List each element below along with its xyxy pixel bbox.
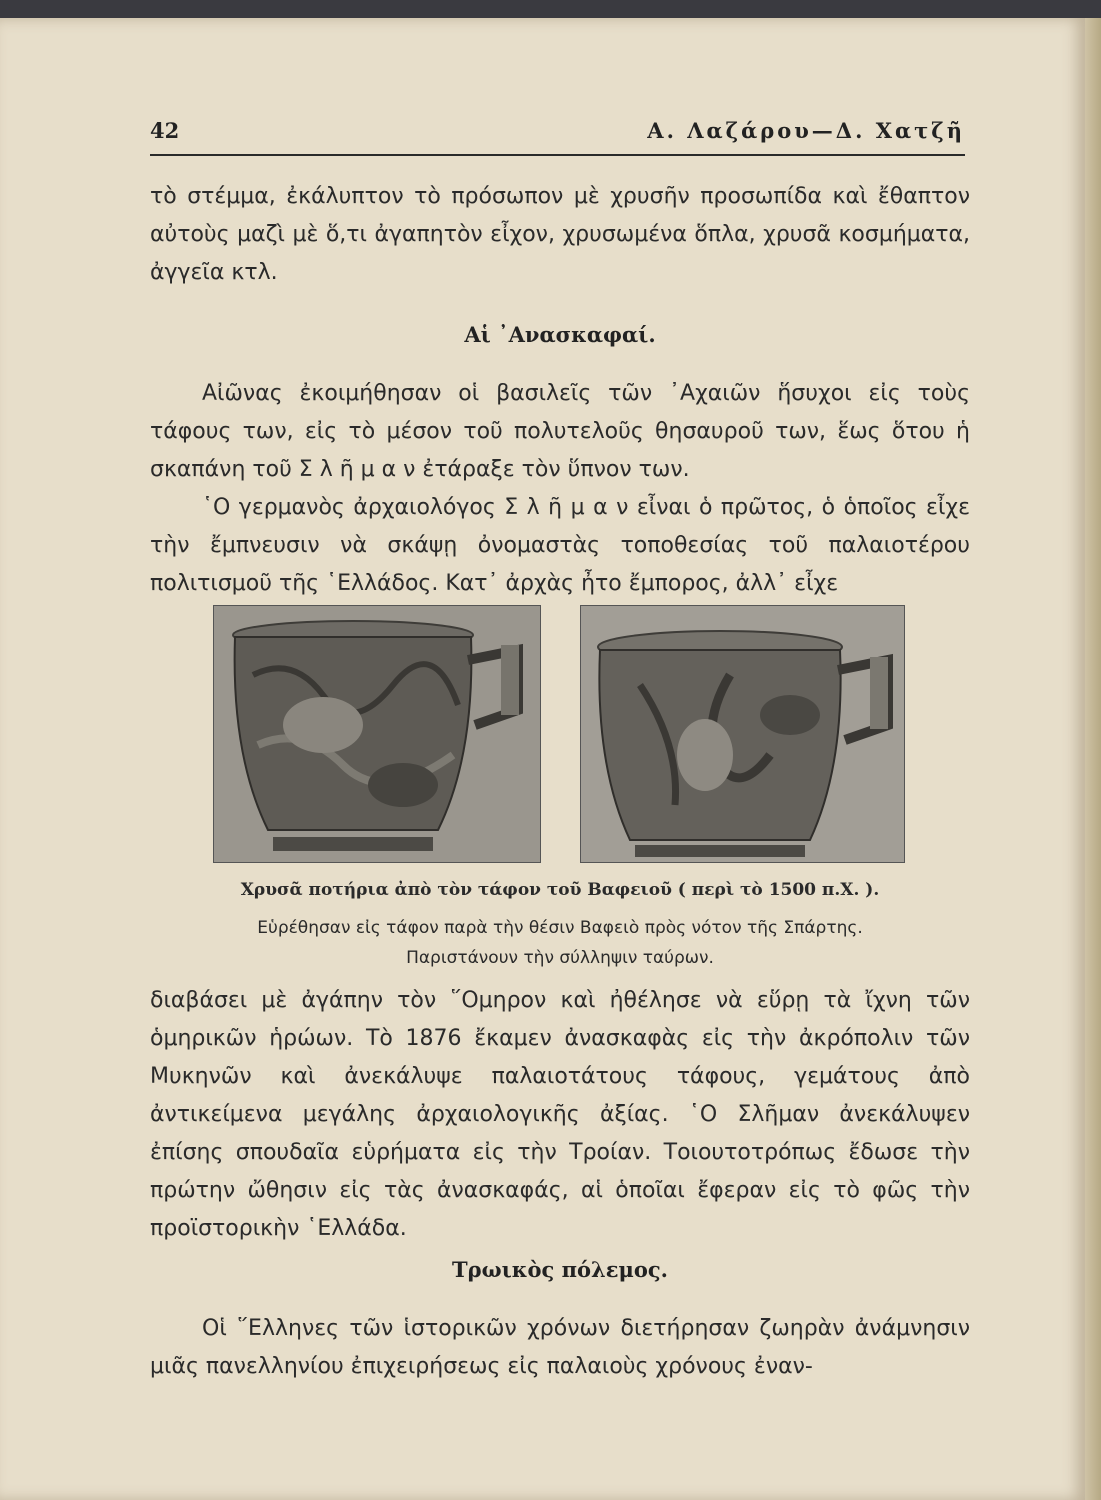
section1-paragraph-1: Αἰῶνας ἐκοιμήθησαν οἱ βασιλεῖς τῶν ᾿Αχαιῶν ἥσυχοι εἰς τοὺς τάφους των, εἰς τὸ μέσον τοῦ πολυτελοῦς θησαυροῦ των, ἕως ὅτου ἡ σκαπάνη τοῦ Σ λ ῆ μ α ν ἐτάραξε τὸν ὕπνον των. (150, 381, 970, 482)
section-heading-excavations: Αἱ ᾿Ανασκαφαί. (464, 322, 656, 347)
gold-cup-right-image (580, 605, 905, 863)
intro-paragraph: τὸ στέμμα, ἐκάλυπτον τὸ πρόσωπον μὲ χρυσῆν προσωπίδα καὶ ἔθαπτον αὐτοὺς μαζὶ μὲ ὅ,τι ἀγαπητὸν εἶχον, χρυσωμένα ὅπλα, χρυσᾶ κοσμήματα, ἀγγεῖα κτλ. (150, 184, 970, 285)
gold-cup-left-image (213, 605, 541, 863)
section-heading-trojan-war: Τρωικὸς πόλεμος. (452, 1257, 668, 1282)
page-edge (1085, 18, 1101, 1500)
section2-text (150, 1310, 970, 1386)
figure-caption-title: Χρυσᾶ ποτήρια ἀπὸ τὸν τάφον τοῦ Βαφειοῦ ( περὶ τὸ 1500 π.Χ. ). (240, 880, 880, 900)
gold-cup-left-photo (213, 605, 541, 863)
intro-paragraph-block (150, 178, 970, 292)
schliemann-paragraph: διαβάσει μὲ ἀγάπην τὸν ῞Ομηρον καὶ ἠθέλησε νὰ εὕρῃ τὰ ἴχνη τῶν ὁμηρικῶν ἡρώων. Τὸ 1876 ἔκαμεν ἀνασκαφὰς εἰς τὴν ἀκρόπολιν τῶν Μυκηνῶν καὶ ἀνεκάλυψε παλαιοτάτους τάφους, γεμάτους ἀπὸ ἀντικείμενα μεγάλης ἀρχαιολογικῆς ἀξίας. ῾Ο Σλῆμαν ἀνεκάλυψεν ἐπίσης σπουδαῖα εὑρήματα εἰς τὴν Τροίαν. Τοιουτοτρόπως ἔδωσε τὴν πρώτην ὤθησιν εἰς τὰς ἀνασκαφάς, αἱ ὁποῖαι ἔφεραν εἰς τὸ φῶς τὴν προϊστορικὴν ῾Ελλάδα. (150, 988, 970, 1241)
running-title: Α. Λαζάρου—Δ. Χατζῆ (647, 118, 965, 143)
figure-caption-line-2: Παριστάνουν τὴν σύλληψιν ταύρων. (406, 948, 714, 968)
gold-cup-right-photo (580, 605, 905, 863)
section1-text (150, 375, 970, 603)
page-number: 42 (150, 118, 180, 143)
paragraph-schliemann-continued (150, 982, 970, 1248)
section1-paragraph-2: ῾Ο γερμανὸς ἀρχαιολόγος Σ λ ῆ μ α ν εἶναι ὁ πρῶτος, ὁ ὁποῖος εἶχε τὴν ἔμπνευσιν νὰ σκάψῃ ὀνομαστὰς τοποθεσίας τοῦ παλαιοτέρου πολιτισμοῦ τῆς ῾Ελλάδος. Κατ᾿ ἀρχὰς ἦτο ἔμπορος, ἀλλ᾿ εἶχε (150, 495, 970, 596)
page-header (150, 118, 965, 156)
section2-paragraph-1: Οἱ ῞Ελληνες τῶν ἱστορικῶν χρόνων διετήρησαν ζωηρὰν ἀνάμνησιν μιᾶς πανελληνίου ἐπιχειρήσεως εἰς παλαιοὺς χρόνους ἐναν- (150, 1316, 970, 1379)
figure-caption-line-1: Εὑρέθησαν εἰς τάφον παρὰ τὴν θέσιν Βαφειὸ πρὸς νότον τῆς Σπάρτης. (257, 918, 863, 938)
